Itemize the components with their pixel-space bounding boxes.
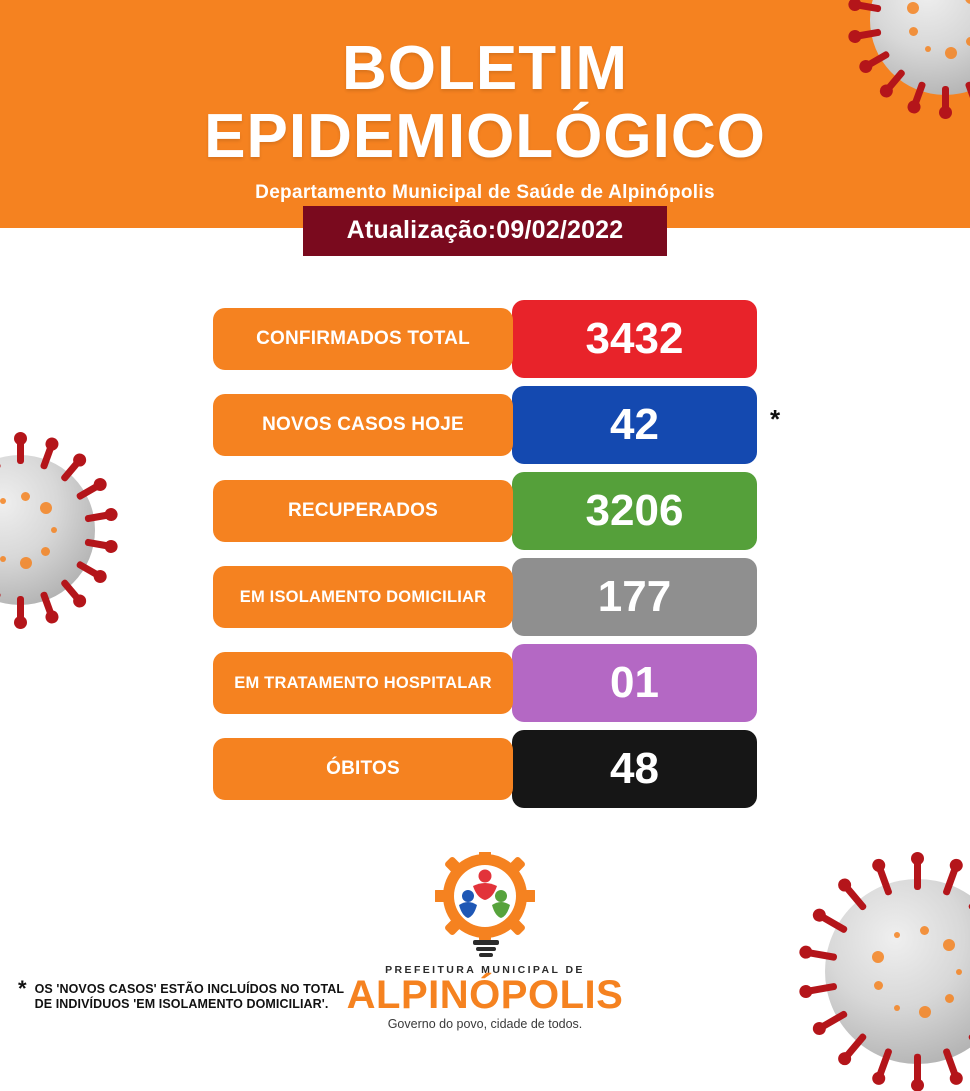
logo-base-bar xyxy=(476,947,496,951)
page-subtitle: Departamento Municipal de Saúde de Alpinópolis xyxy=(255,182,715,203)
stat-value: 3432 xyxy=(512,300,757,378)
stat-row xyxy=(0,558,970,636)
lightbulb-gear-logo-icon xyxy=(429,852,541,960)
header-text-block xyxy=(0,0,970,204)
footnote-block xyxy=(18,976,345,1012)
stat-label: EM TRATAMENTO HOSPITALAR xyxy=(213,652,513,714)
logo-city-name: ALPINÓPOLIS xyxy=(346,973,624,1017)
stat-label: RECUPERADOS xyxy=(213,480,513,542)
update-date-banner: Atualização:09/02/2022 xyxy=(303,206,668,256)
footnote-text xyxy=(35,982,345,1012)
logo-prefecture-text: PREFEITURA MUNICIPAL DE xyxy=(385,964,585,976)
stat-row xyxy=(0,386,970,464)
stat-value: 177 xyxy=(512,558,757,636)
page-title-line1: BOLETIM xyxy=(342,34,628,103)
stat-value: 01 xyxy=(512,644,757,722)
stat-label: NOVOS CASOS HOJE xyxy=(213,394,513,456)
stat-label: EM ISOLAMENTO DOMICILIAR xyxy=(213,566,513,628)
date-banner-wrapper xyxy=(0,206,970,256)
stat-row xyxy=(0,644,970,722)
page-title-line2: EPIDEMIOLÓGICO xyxy=(204,102,766,171)
footnote-asterisk: * xyxy=(18,976,27,1001)
logo-slogan: Governo do povo, cidade de todos. xyxy=(387,1017,583,1031)
header-banner xyxy=(0,0,970,228)
stat-label: CONFIRMADOS TOTAL xyxy=(213,308,513,370)
footnote-line1: OS 'NOVOS CASOS' ESTÃO INCLUÍDOS NO TOTAL xyxy=(34,982,345,996)
stat-note-asterisk: * xyxy=(770,404,781,434)
stat-value: 42 xyxy=(512,386,757,464)
stat-label: ÓBITOS xyxy=(213,738,513,800)
statistics-list xyxy=(0,300,970,808)
stat-value: 48 xyxy=(512,730,757,808)
logo-base-bar xyxy=(479,953,493,957)
logo-base-bar xyxy=(473,940,499,945)
stat-row xyxy=(0,300,970,378)
stat-row xyxy=(0,730,970,808)
stat-value: 3206 xyxy=(512,472,757,550)
footnote-line2: DE INDIVÍDUOS 'EM ISOLAMENTO DOMICILIAR'. xyxy=(34,997,329,1011)
stat-row xyxy=(0,472,970,550)
